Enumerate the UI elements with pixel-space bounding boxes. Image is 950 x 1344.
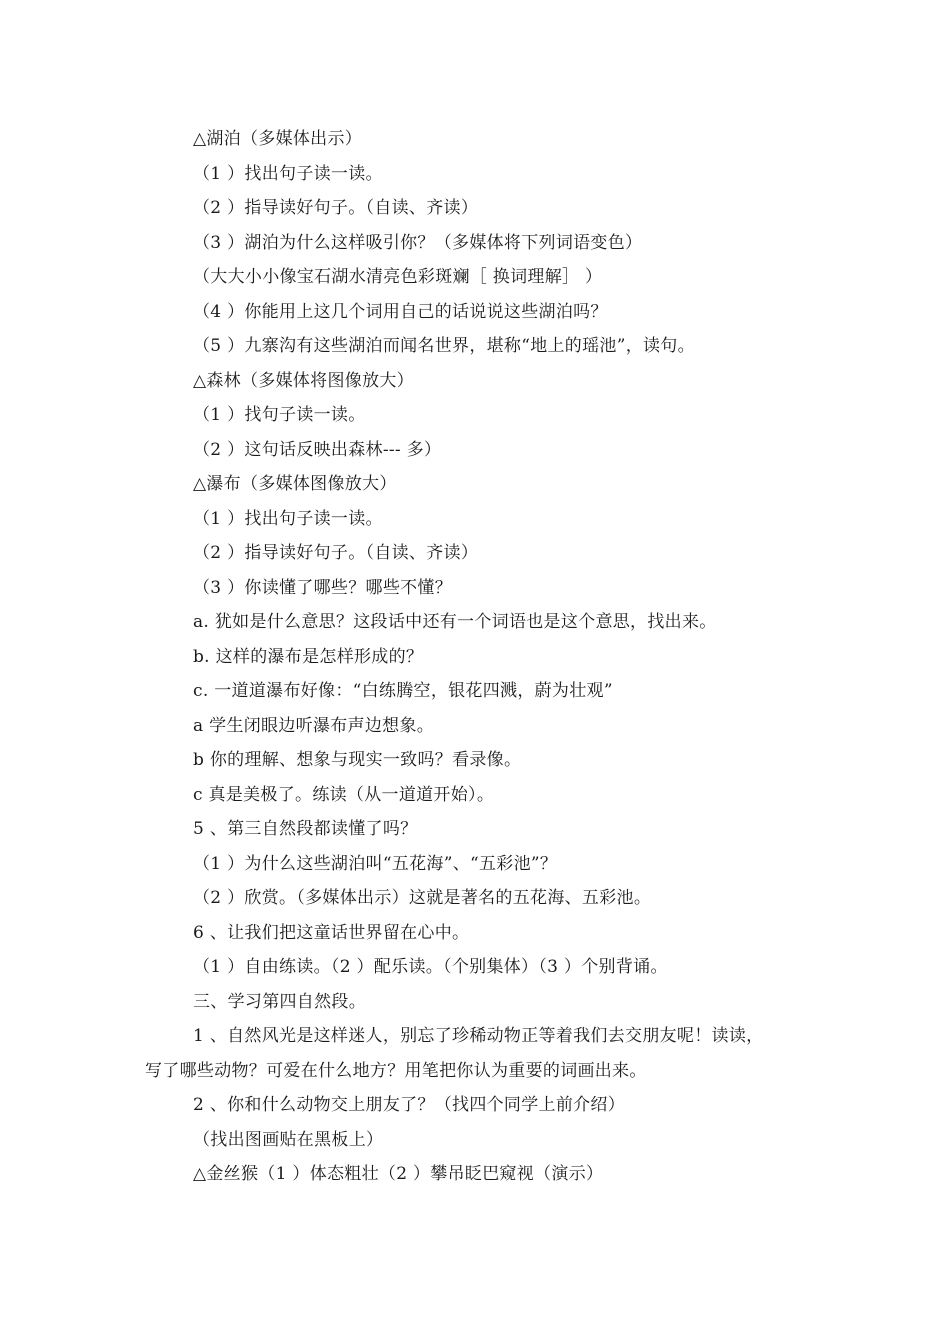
text-line: △湖泊（多媒体出示） [193,129,363,149]
text-line: 2 、你和什么动物交上朋友了？（找四个同学上前介绍） [193,1095,626,1115]
text-line: 6 、让我们把这童话世界留在心中。 [193,922,470,943]
text-line: （1 ）自由练读。（2 ）配乐读。（个别集体）（3 ）个别背诵。 [193,957,668,977]
text-line: （3 ）湖泊为什么这样吸引你？（多媒体将下列词语变色） [193,232,643,253]
text-line-continuation: 写了哪些动物？可爱在什么地方？用笔把你认为重要的词画出来。 [145,1060,647,1081]
text-line: 三、学习第四自然段。 [193,991,366,1012]
text-line: a 学生闭眼边听瀑布声边想象。 [193,715,435,736]
text-line: （1 ）为什么这些湖泊叫“五花海”、“五彩池”？ [193,853,558,874]
document-body [145,122,815,1192]
text-line: （4 ）你能用上这几个词用自己的话说说这些湖泊吗？ [193,301,608,322]
text-line: （3 ）你读懂了哪些？哪些不懂？ [193,577,453,598]
text-line: （2 ）欣赏。（多媒体出示）这就是著名的五花海、五彩池。 [193,888,652,908]
text-line: △金丝猴（1 ）体态粗壮（2 ）攀吊眨巴窥视（演示） [193,1164,604,1184]
text-line: （找出图画贴在黑板上） [193,1129,384,1150]
text-line: △瀑布（多媒体图像放大） [193,474,397,494]
text-line: （1 ）找出句子读一读。 [193,508,383,529]
text-line: （2 ）指导读好句子。（自读、齐读） [193,543,479,563]
text-line: c 真是美极了。练读（从一道道开始）。 [193,784,495,805]
text-line: b. 这样的瀑布是怎样形成的？ [193,646,424,667]
text-line: a. 犹如是什么意思？这段话中还有一个词语也是这个意思，找出来。 [193,612,717,632]
text-line: （1 ）找句子读一读。 [193,405,366,425]
text-line: （大大小小像宝石湖水清亮色彩斑斓［ 换词理解］ ） [193,267,603,287]
text-line: 1 、自然风光是这样迷人，别忘了珍稀动物正等着我们去交朋友呢！读读， [193,1026,764,1046]
text-line: 5 、第三自然段都读懂了吗？ [193,819,418,839]
text-line: c. 一道道瀑布好像：“白练腾空，银花四溅，蔚为壮观” [193,681,613,701]
text-line: （2 ）这句话反映出森林--- 多） [193,439,442,460]
text-line: （1 ）找出句子读一读。 [193,163,383,184]
text-line: （2 ）指导读好句子。（自读、齐读） [193,198,479,218]
text-line: （5 ）九寨沟有这些湖泊而闻名世界，堪称“地上的瑶池”，读句。 [193,336,695,356]
text-line: △森林（多媒体将图像放大） [193,370,414,391]
text-line: b 你的理解、想象与现实一致吗？看录像。 [193,750,522,770]
